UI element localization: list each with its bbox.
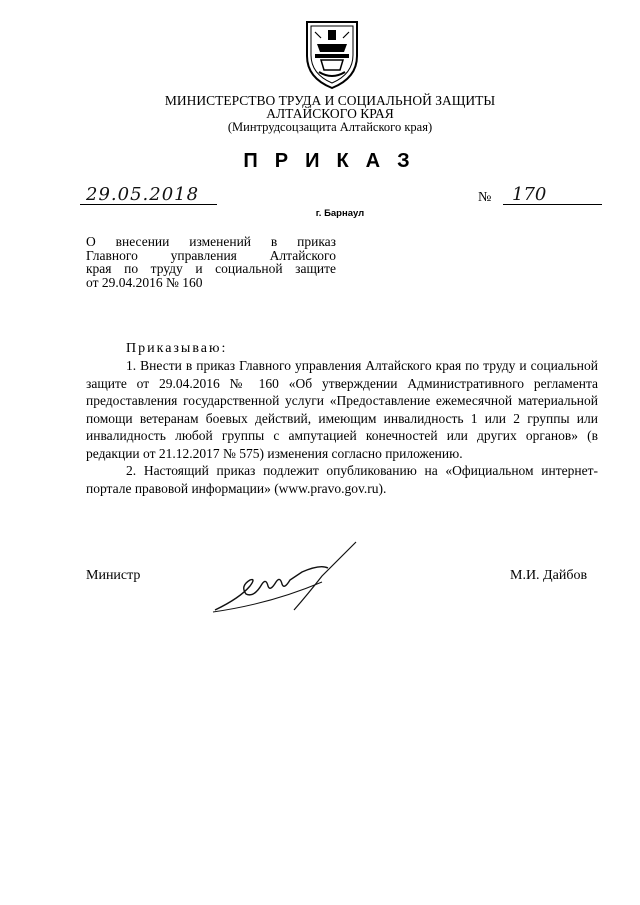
handwritten-signature-icon [210,538,360,618]
order-paragraph-1: 1. Внести в приказ Главного управления Алтайского края по труду и социальной защите от 29.04.2016 № 160 «Об утверждении Административного регламента предоставления государственной услуги «Предоставление ежемесячной материальной помощи ветеранам боевых действий, имеющим инвалидность 1 или 2 группы или инвалидность любой группы с ампутацией конечностей или других органов» (в редакции от 21.12.2017 № 575) изменения согласно приложению. [86,358,598,461]
order-body [86,357,598,497]
document-title: ПРИКАЗ [243,150,427,172]
date-underline [80,204,217,205]
ministry-name-line2: АЛТАЙСКОГО КРАЯ [266,106,394,121]
number-underline [503,204,602,205]
order-paragraph-2: 2. Настоящий приказ подлежит опубликованию на «Официальном интернет-портале правовой информации» (www.pravo.gov.ru). [86,463,598,496]
city-label: г. Барнаул [315,208,365,219]
number-handwritten: 170 [512,184,547,205]
subject-line: Главного управления Алтайского [86,247,336,263]
order-directive-word: Приказываю: [126,341,228,356]
subject-line: О внесении изменений в приказ [86,234,336,249]
signer-name: М.И. Дайбов [510,568,588,583]
coat-of-arms-icon [301,18,363,90]
ministry-short-name: (Минтрудсоцзащита Алтайского края) [227,120,433,134]
subject-line: края по труду и социальной защите [86,261,336,276]
date-handwritten: 29.05.2018 [86,184,200,205]
order-subject [86,235,336,289]
number-label: № [478,190,492,205]
signer-role: Министр [86,568,141,583]
ministry-name-line1: МИНИСТЕРСТВО ТРУДА И СОЦИАЛЬНОЙ ЗАЩИТЫ [164,93,496,108]
subject-line: от 29.04.2016 № 160 [86,274,203,290]
